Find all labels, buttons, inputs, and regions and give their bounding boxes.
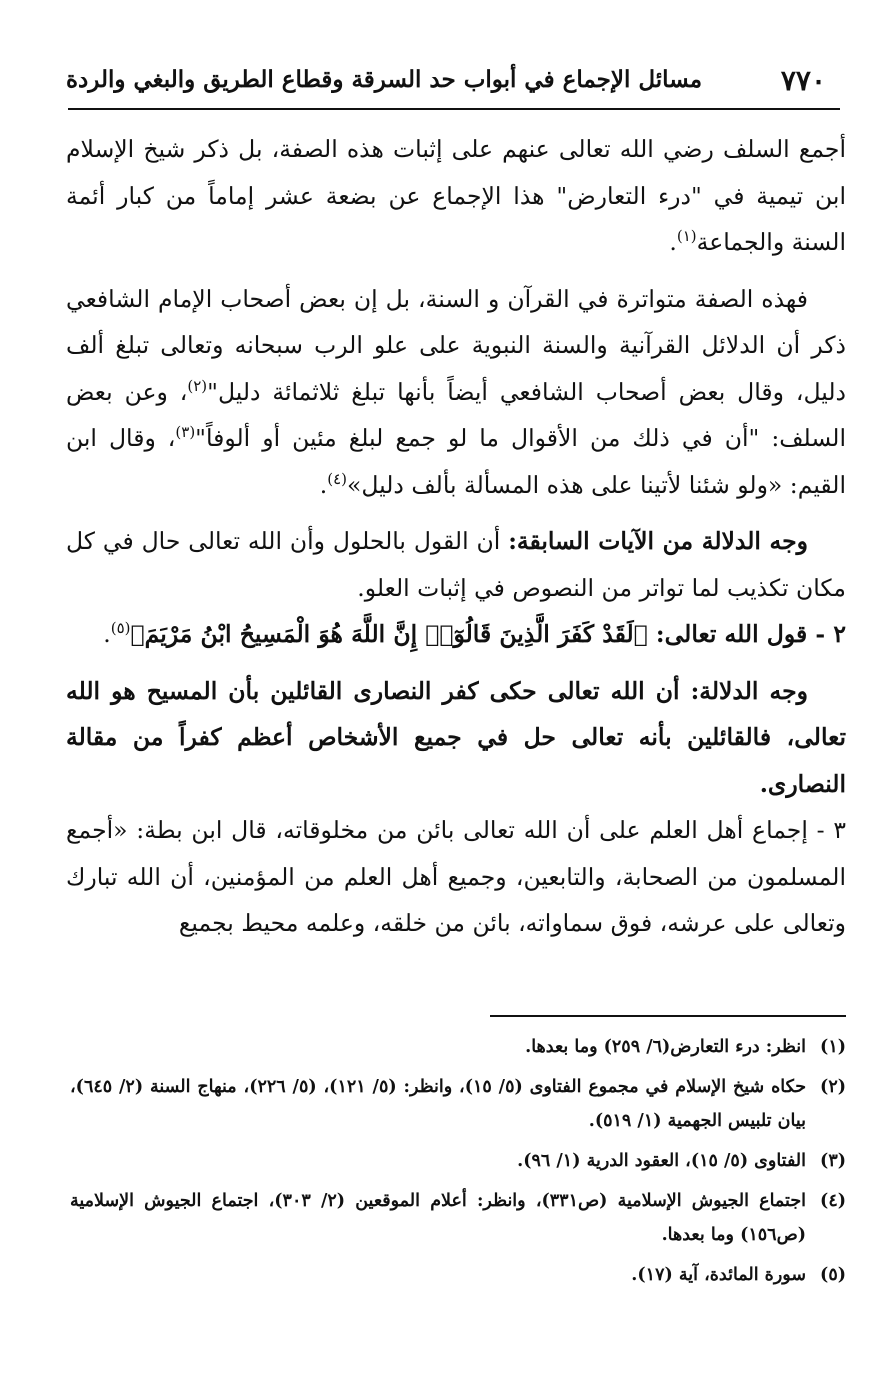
item-label: ٢ - قول الله تعالى:: [647, 620, 846, 648]
header-rule: [68, 108, 840, 110]
paragraph-ijma-salaf: أجمع السلف رضي الله تعالى عنهم على إثبات هذه الصفة، بل ذكر شيخ الإسلام ابن تيمية في "درء التعارض" هذا الإجماع عن بضعة عشر إماماً من كبار أئمة السنة والجماعة$^{(١)}$.: [66, 135, 846, 256]
footnote-number: (٤): [820, 1191, 846, 1211]
paragraph-quran-verse: ٢ - قول الله تعالى: ﴿لَقَدْ كَفَرَ الَّذِينَ قَالُوٓا۟ إِنَّ اللَّهَ هُوَ الْمَسِيحُ ابْنُ مَرْيَمَ﴾$^{(٥)}$.: [103, 619, 846, 648]
paragraph-wajh-dalala: وجه الدلالة: أن الله تعالى حكى كفر النصارى القائلين بأن المسيح هو الله تعالى، فالقائلين بأنه تعالى حل في جميع الأشخاص أعظم كفراً من مقالة النصارى.: [66, 676, 846, 798]
footnote-item: (٢) حكاه شيخ الإسلام في مجموع الفتاوى (٥/ ١٥)، وانظر: (٥/ ١٢١)، (٥/ ٢٢٦)، منهاج السنة (٢/ ٦٤٥)، بيان تلبيس الجهمية (١/ ٥١٩).: [70, 1070, 846, 1138]
footnote-ref-5[interactable]: (٥): [110, 619, 131, 638]
footnote-item: (٣) الفتاوى (٥/ ١٥)، العقود الدرية (١/ ٩٦).: [70, 1144, 846, 1178]
running-title: مسائل الإجماع في أبواب حد السرقة وقطاع الطريق والبغي والردة: [66, 66, 703, 93]
footnote-ref-2[interactable]: (٢): [187, 376, 208, 395]
section-label: وجه الدلالة من الآيات السابقة:: [508, 527, 809, 555]
footnote-item: (٥) سورة المائدة، آية (١٧).: [70, 1258, 846, 1292]
footnote-separator: [490, 1015, 846, 1017]
quran-verse: ﴿لَقَدْ كَفَرَ الَّذِينَ قَالُوٓا۟ إِنَّ اللَّهَ هُوَ الْمَسِيحُ ابْنُ مَرْيَمَ﴾: [130, 620, 648, 648]
section-label: وجه الدلالة:: [690, 676, 808, 705]
footnote-item: (١) انظر: درء التعارض(٦/ ٢٥٩) وما بعدها.: [70, 1030, 846, 1064]
footnote-ref-4[interactable]: (٤): [327, 469, 347, 488]
footnote-ref-3[interactable]: (٣): [175, 423, 196, 442]
footnote-item: (٤) اجتماع الجيوش الإسلامية (ص٣٣١)، وانظر: أعلام الموقعين (٢/ ٣٠٣)، اجتماع الجيوش الإسلامية (ص١٥٦) وما بعدها.: [70, 1184, 846, 1252]
footnote-ref-1[interactable]: (١): [676, 227, 697, 246]
paragraph-wajh-dalala-ayat: وجه الدلالة من الآيات السابقة: أن القول بالحلول وأن الله تعالى حال في كل مكان تكذيب لما تواتر من النصوص في إثبات العلو.: [66, 527, 846, 602]
paragraph-ijma-ahl-ilm: ٣ - إجماع أهل العلم على أن الله تعالى بائن من مخلوقاته، قال ابن بطة: «أجمع المسلمون من الصحابة، والتابعين، وجميع أهل العلم من المؤمنين، أن الله تبارك وتعالى على عرشه، فوق سماواته، بائن من خلقه، وعلمه محيط بجميع: [66, 816, 846, 937]
footnote-number: (١): [820, 1037, 846, 1057]
paragraph-tawatur: فهذه الصفة متواترة في القرآن و السنة، بل إن بعض أصحاب الإمام الشافعي ذكر أن الدلائل القرآنية والسنة النبوية على علو الرب سبحانه وتعالى تبلغ ألف دليل، وقال بعض أصحاب الشافعي أيضاً بأنها تبلغ ثلاثمائة دليل"$^{(٢)}$، وعن بعض السلف: "أن في ذلك من الأقوال ما لو جمع لبلغ مئين أو ألوفاً"$^{(٣)}$، وقال ابن القيم: «ولو شئنا لأتينا على هذه المسألة بألف دليل»$^{(٤)}$.: [66, 284, 846, 499]
page-header: [66, 52, 826, 112]
footnote-number: (٢): [820, 1077, 846, 1097]
footnotes: [70, 1030, 846, 1298]
footnote-number: (٣): [820, 1151, 846, 1171]
page-number: ٧٧٠: [780, 64, 826, 97]
footnote-number: (٥): [820, 1265, 846, 1285]
main-text: [66, 126, 846, 947]
